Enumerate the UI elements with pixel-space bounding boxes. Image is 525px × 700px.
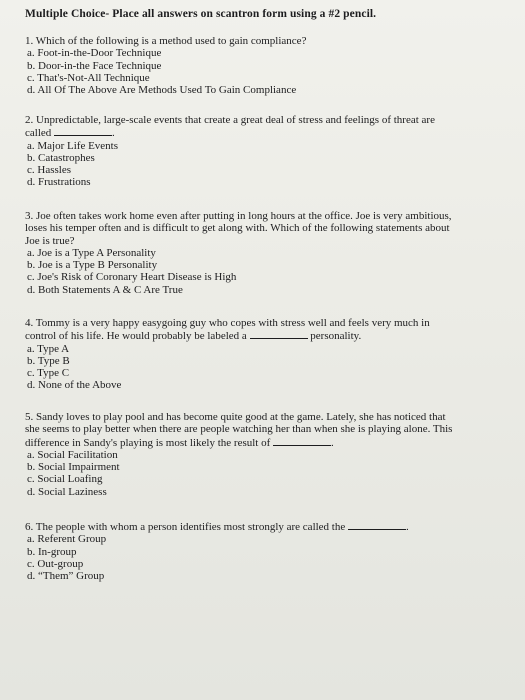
question-5-text: 5. Sandy loves to play pool and has become quite good at the game. Lately, she has noticed that she seems to play better when there are people watching her than when she is playing alone. This difference in Sandy's playing is most likely the result of . xyxy=(25,411,453,449)
question-4-option-a: a. Type A xyxy=(27,342,70,355)
question-6-option-a: a. Referent Group xyxy=(27,533,107,546)
question-5-option-a: a. Social Facilitation xyxy=(27,448,118,461)
question-3-option-d: d. Both Statements A & C Are True xyxy=(27,283,183,296)
question-2-option-d: d. Frustrations xyxy=(27,176,91,189)
question-2-option-a: a. Major Life Events xyxy=(27,139,119,152)
question-1-option-a: a. Foot-in-the-Door Technique xyxy=(27,47,162,60)
question-6-text: 6. The people with whom a person identifies most strongly are called the . xyxy=(25,521,409,533)
question-1-option-b: b. Door-in-the Face Technique xyxy=(27,59,162,72)
answer-blank xyxy=(348,520,406,530)
answer-blank xyxy=(54,126,112,136)
question-2 xyxy=(25,114,495,189)
question-5 xyxy=(25,411,495,498)
question-5-option-c: c. Social Loafing xyxy=(27,473,103,486)
question-4-option-b: b. Type B xyxy=(27,354,70,367)
question-2-option-b: b. Catastrophes xyxy=(27,151,95,164)
question-1-text: 1. Which of the following is a method used to gain compliance? xyxy=(25,35,307,47)
instructions-heading: Multiple Choice- Place all answers on scantron form using a #2 pencil. xyxy=(25,8,377,20)
question-5-option-d: d. Social Laziness xyxy=(27,485,107,498)
question-6 xyxy=(25,520,495,582)
question-1-option-d: d. All Of The Above Are Methods Used To Gain Compliance xyxy=(27,84,297,97)
answer-blank xyxy=(250,329,308,339)
answer-blank xyxy=(273,436,331,446)
question-6-option-b: b. In-group xyxy=(27,545,77,558)
question-3-option-c: c. Joe's Risk of Coronary Heart Disease is High xyxy=(27,271,237,284)
question-6-option-c: c. Out-group xyxy=(27,557,84,570)
question-1-option-c: c. That's-Not-All Technique xyxy=(27,71,150,84)
question-4-text: 4. Tommy is a very happy easygoing guy who copes with stress well and feels very much in control of his life. He would probably be labeled a personality. xyxy=(25,317,430,343)
question-2-text: 2. Unpredictable, large-scale events that create a great deal of stress and feelings of threat are called . xyxy=(25,114,435,140)
question-4-option-d: d. None of the Above xyxy=(27,379,122,392)
question-1 xyxy=(25,35,495,96)
question-3 xyxy=(25,210,495,296)
question-3-option-b: b. Joe is a Type B Personality xyxy=(27,259,158,272)
question-5-option-b: b. Social Impairment xyxy=(27,461,120,474)
question-3-text: 3. Joe often takes work home even after putting in long hours at the office. Joe is very ambitious, loses his temper often and is difficult to get along with. Which of the following statements about Joe is true? xyxy=(25,210,452,247)
question-6-option-d: d. “Them” Group xyxy=(27,570,105,583)
question-4 xyxy=(25,317,495,392)
question-4-option-c: c. Type C xyxy=(27,367,70,380)
question-2-option-c: c. Hassles xyxy=(27,164,71,177)
question-3-option-a: a. Joe is a Type A Personality xyxy=(27,246,156,259)
